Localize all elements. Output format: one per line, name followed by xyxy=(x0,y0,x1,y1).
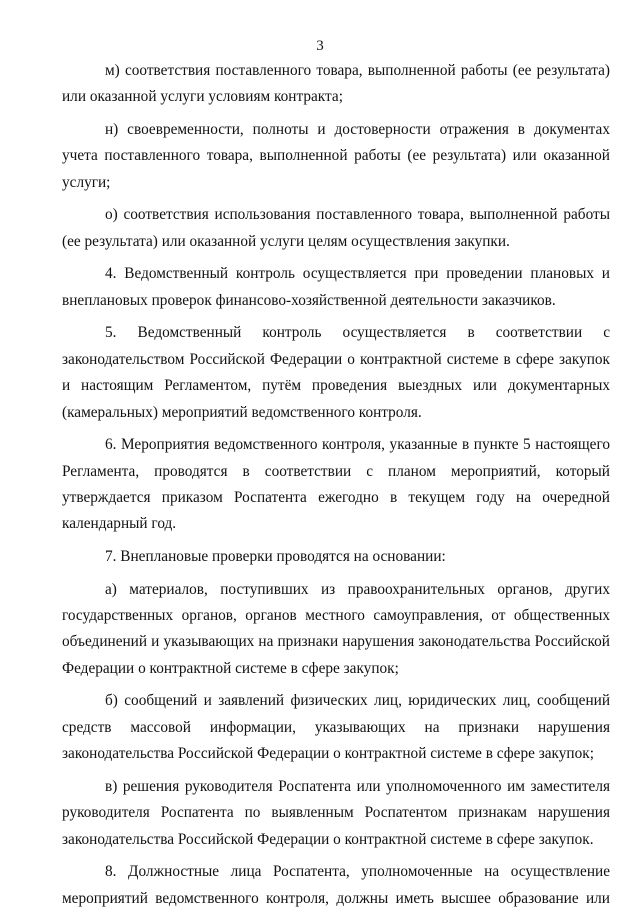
page-number: 3 xyxy=(316,38,324,54)
paragraph-7: 7. Внеплановые проверки проводятся на основании: xyxy=(105,548,446,566)
document-body xyxy=(62,58,610,912)
paragraph-5: 5. Ведомственный контроль осуществляется в соответствии с законодательством Российской Федерации о контрактной системе в сфере закупок и настоящим Регламентом, путём проведения выездных или документарных (камеральных) мероприятий ведомственного контроля. xyxy=(62,324,610,421)
paragraph-n: н) своевременности, полноты и достоверности отражения в документах учета поставленного товара, выполненной работы (ее результата) или оказанной услуги; xyxy=(62,121,610,191)
paragraph-7a: а) материалов, поступивших из правоохранительных органов, других государственных органов, органов местного самоуправления, от общественных объединений и указывающих на признаки нарушения законодательства Российской Федерации о контрактной системе в сфере закупок; xyxy=(62,580,610,677)
paragraph-6: 6. Мероприятия ведомственного контроля, указанные в пункте 5 настоящего Регламента, проводятся в соответствии с планом мероприятий, который утверждается приказом Роспатента ежегодно в текущем году на очередной календарный год. xyxy=(62,436,610,533)
paragraph-8: 8. Должностные лица Роспатента, уполномоченные на осуществление мероприятий ведомственного контроля, должны иметь высшее образование или xyxy=(62,863,610,907)
paragraph-4: 4. Ведомственный контроль осуществляется при проведении плановых и внеплановых проверок финансово-хозяйственной деятельности заказчиков. xyxy=(62,265,610,309)
paragraph-7b: б) сообщений и заявлений физических лиц, юридических лиц, сообщений средств массовой информации, указывающих на признаки нарушения законодательства Российской Федерации о контрактной системе в сфере закупок; xyxy=(62,692,610,763)
paragraph-o: о) соответствия использования поставленного товара, выполненной работы (ее результата) или оказанной услуги целям осуществления закупки. xyxy=(62,206,610,250)
paragraph-m: м) соответствия поставленного товара, выполненной работы (ее результата) или оказанной услуги условиям контракта; xyxy=(62,62,610,106)
paragraph-7v: в) решения руководителя Роспатента или уполномоченного им заместителя руководителя Роспатента по выявленным Роспатентом признакам нарушения законодательства Российской Федерации о контрактной системе в сфере закупок. xyxy=(62,777,610,848)
